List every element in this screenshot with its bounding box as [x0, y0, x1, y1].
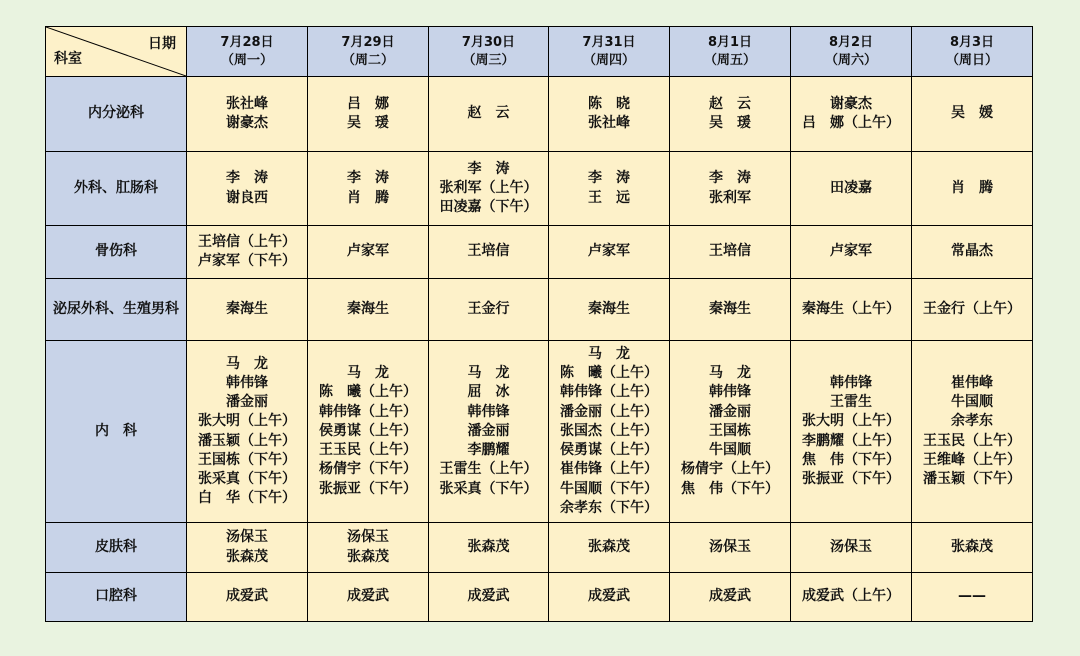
day-date: 8月2日 — [828, 34, 874, 50]
doctor-name: 王金行 — [467, 300, 510, 317]
day-weekday: （周一） — [220, 52, 273, 68]
doctor-name: 王玉民（上午） — [319, 442, 417, 459]
duty-cell — [791, 523, 912, 573]
doctor-name: 潘金丽（上午） — [560, 403, 658, 420]
day-date: 7月31日 — [582, 34, 636, 50]
doctor-name: 李鹏耀 — [467, 442, 510, 459]
doctor-name: 王维峰（上午） — [923, 451, 1021, 468]
duty-cell — [429, 152, 549, 226]
duty-cell — [549, 77, 670, 152]
duty-cell — [791, 152, 912, 226]
doctor-name: 牛国顺 — [709, 442, 751, 459]
doctor-name: 张森茂 — [951, 538, 993, 555]
doctor-name: 侯勇谋（上午） — [560, 442, 658, 459]
doctor-name: 马 龙 — [709, 365, 751, 382]
doctor-name: 潘金丽 — [467, 422, 510, 439]
duty-cell — [791, 77, 912, 152]
doctor-name: 杨倩宇（下午） — [319, 461, 417, 478]
doctor-name: 李 涛 — [226, 170, 268, 187]
day-date: 8月1日 — [707, 34, 753, 50]
dept-row — [46, 523, 1033, 573]
doctor-name: 吴 瑗 — [709, 115, 751, 131]
doctor-name: 田凌嘉（下午） — [439, 199, 538, 216]
doctor-name: 潘玉颖（上午） — [198, 432, 296, 449]
duty-cell — [791, 226, 912, 279]
doctor-name: 成爱武 — [588, 588, 630, 605]
doctor-name: 王培信（上午） — [198, 233, 296, 250]
doctor-name: 秦海生 — [347, 300, 389, 317]
doctor-name: 张利军 — [709, 189, 751, 206]
doctor-name: 张国杰（上午） — [560, 422, 658, 439]
duty-cell — [429, 523, 549, 573]
duty-cell — [187, 226, 308, 279]
doctor-name: 成爱武（上午） — [802, 588, 900, 605]
doctor-name: 张利军（上午） — [439, 179, 538, 196]
day-header-1 — [187, 27, 308, 77]
corner-date-label: 日期 — [148, 36, 176, 52]
doctor-name: 赵 云 — [467, 105, 510, 122]
corner-dept-label: 科室 — [54, 50, 82, 67]
doctor-name: 韩伟锋 — [830, 374, 872, 391]
doctor-name: 吴 瑗 — [347, 115, 389, 131]
doctor-name: 牛国顺（下午） — [560, 480, 658, 497]
doctor-name: 张森茂 — [467, 538, 510, 555]
duty-cell — [187, 279, 308, 341]
doctor-name: 秦海生（上午） — [802, 300, 900, 317]
day-date: 7月30日 — [461, 34, 516, 50]
doctor-name: 成爱武 — [226, 588, 268, 605]
dept-name-cell: 外科、肛肠科 — [46, 152, 187, 226]
day-header-4 — [549, 27, 670, 77]
day-date: 8月3日 — [949, 34, 995, 50]
doctor-name: 吕 娜（上午） — [802, 115, 900, 131]
doctor-name: 张大明（上午） — [198, 413, 296, 430]
doctor-name: 李 涛 — [467, 160, 510, 177]
doctor-name: 王雷生（上午） — [439, 461, 538, 478]
doctor-name: 卢家军 — [347, 243, 389, 260]
duty-cell — [670, 226, 791, 279]
duty-cell — [187, 523, 308, 573]
doctor-name: 焦 伟（下午） — [802, 451, 900, 468]
duty-cell — [429, 279, 549, 341]
duty-cell — [791, 341, 912, 523]
duty-schedule-table — [45, 26, 1033, 622]
dept-name-cell: 骨伤科 — [46, 226, 187, 279]
duty-cell — [187, 77, 308, 152]
day-header-6 — [791, 27, 912, 77]
dept-row — [46, 341, 1033, 523]
doctor-name: 成爱武 — [347, 588, 389, 605]
doctor-name: 韩伟锋（上午） — [560, 384, 658, 401]
duty-cell — [912, 226, 1033, 279]
day-weekday: （周日） — [945, 52, 998, 68]
doctor-name: 韩伟锋（上午） — [319, 403, 417, 420]
duty-cell — [791, 279, 912, 341]
duty-cell — [187, 341, 308, 523]
doctor-name: 张森茂 — [588, 538, 630, 555]
dept-row — [46, 226, 1033, 279]
doctor-name: 常晶杰 — [951, 243, 993, 260]
corner-header-cell — [46, 27, 187, 77]
doctor-name: 秦海生 — [588, 300, 630, 317]
doctor-name: 张采真（下午） — [439, 480, 538, 497]
day-weekday: （周四） — [582, 52, 635, 68]
doctor-name: 张森茂 — [347, 548, 389, 565]
duty-cell — [308, 573, 429, 622]
doctor-name: 王培信 — [467, 243, 510, 260]
doctor-name: 卢家军 — [830, 243, 872, 260]
dept-row — [46, 573, 1033, 622]
doctor-name: 余孝东（下午） — [560, 499, 658, 516]
doctor-name: 成爱武 — [467, 588, 510, 605]
schedule-sheet — [45, 26, 1033, 622]
duty-cell — [308, 523, 429, 573]
duty-cell — [549, 573, 670, 622]
doctor-name: 屈 冰 — [467, 384, 510, 401]
day-weekday: （周三） — [462, 52, 515, 68]
doctor-name: 汤保玉 — [347, 529, 389, 546]
doctor-name: 王国栋（下午） — [198, 451, 296, 468]
doctor-name: 田凌嘉 — [830, 179, 872, 196]
doctor-name: 崔伟锋（上午） — [560, 461, 658, 478]
duty-cell — [549, 523, 670, 573]
duty-cell — [308, 77, 429, 152]
doctor-name: 张社峰 — [226, 95, 268, 112]
duty-cell — [308, 226, 429, 279]
day-weekday: （周二） — [341, 52, 394, 68]
doctor-name: 谢豪杰 — [830, 95, 872, 112]
doctor-name: 陈 曦（上午） — [319, 384, 417, 401]
duty-cell — [670, 341, 791, 523]
doctor-name: 王玉民（上午） — [923, 432, 1021, 449]
doctor-name: 汤保玉 — [830, 538, 872, 555]
doctor-name: 马 龙 — [467, 365, 510, 382]
doctor-name: 白 华（下午） — [198, 490, 296, 507]
duty-cell — [308, 279, 429, 341]
duty-cell — [912, 341, 1033, 523]
header-row — [46, 27, 1033, 77]
duty-cell — [912, 523, 1033, 573]
doctor-name: 马 龙 — [588, 346, 630, 363]
duty-cell — [670, 279, 791, 341]
doctor-name: 谢豪杰 — [226, 115, 268, 131]
doctor-name: 李 涛 — [709, 170, 751, 187]
duty-cell — [912, 77, 1033, 152]
day-header-3 — [429, 27, 549, 77]
doctor-name: 陈 晓 — [588, 95, 630, 112]
doctor-name: 王雷生 — [830, 394, 872, 411]
duty-cell — [670, 77, 791, 152]
duty-cell — [791, 573, 912, 622]
duty-cell — [912, 573, 1033, 622]
doctor-name: 王金行（上午） — [923, 300, 1021, 317]
duty-cell — [549, 341, 670, 523]
doctor-name: 肖 腾 — [347, 189, 389, 206]
day-date: 7月28日 — [220, 34, 274, 50]
duty-cell — [429, 341, 549, 523]
doctor-name: 吕 娜 — [347, 95, 389, 112]
doctor-name: 张采真（下午） — [198, 470, 296, 487]
doctor-name: 潘金丽 — [709, 403, 751, 420]
duty-cell — [429, 77, 549, 152]
duty-cell — [912, 279, 1033, 341]
doctor-name: 陈 曦（上午） — [560, 365, 658, 382]
doctor-name: 卢家军 — [588, 243, 630, 260]
duty-cell — [308, 152, 429, 226]
duty-cell — [670, 523, 791, 573]
dept-name-cell: 口腔科 — [46, 573, 187, 622]
doctor-name: 谢良西 — [226, 189, 268, 206]
doctor-name: 卢家军（下午） — [198, 253, 296, 269]
doctor-name: 张社峰 — [588, 115, 630, 131]
doctor-name: 张振亚（下午） — [319, 480, 417, 497]
doctor-name: 崔伟峰 — [951, 374, 993, 391]
dept-row — [46, 77, 1033, 152]
dept-row — [46, 279, 1033, 341]
doctor-name: 王国栋 — [709, 422, 751, 439]
duty-cell — [308, 341, 429, 523]
doctor-name: 李鹏耀（上午） — [802, 432, 900, 449]
dept-name-cell: 泌尿外科、生殖男科 — [46, 279, 187, 341]
duty-cell — [187, 573, 308, 622]
doctor-name: 韩伟锋 — [709, 384, 751, 401]
dept-name-cell: 内 科 — [46, 341, 187, 523]
doctor-name: 马 龙 — [347, 365, 389, 382]
dept-name-cell: 皮肤科 — [46, 523, 187, 573]
duty-cell — [429, 573, 549, 622]
day-weekday: （周五） — [703, 52, 756, 68]
day-header-5 — [670, 27, 791, 77]
doctor-name: 张大明（上午） — [802, 413, 900, 430]
doctor-name: —— — [958, 588, 986, 605]
day-weekday: （周六） — [824, 52, 877, 68]
doctor-name: 汤保玉 — [709, 538, 751, 555]
duty-cell — [670, 152, 791, 226]
doctor-name: 秦海生 — [709, 300, 751, 317]
doctor-name: 王培信 — [709, 243, 751, 260]
duty-cell — [549, 279, 670, 341]
doctor-name: 牛国顺 — [951, 394, 993, 411]
doctor-name: 秦海生 — [226, 300, 268, 317]
doctor-name: 潘金丽 — [226, 394, 268, 411]
doctor-name: 李 涛 — [588, 170, 630, 187]
duty-cell — [670, 573, 791, 622]
day-header-7 — [912, 27, 1033, 77]
doctor-name: 杨倩宇（上午） — [681, 461, 779, 478]
doctor-name: 汤保玉 — [226, 529, 268, 546]
doctor-name: 马 龙 — [226, 355, 268, 372]
duty-cell — [912, 152, 1033, 226]
day-header-2 — [308, 27, 429, 77]
doctor-name: 韩伟锋 — [226, 374, 268, 391]
doctor-name: 赵 云 — [709, 95, 751, 112]
doctor-name: 张振亚（下午） — [802, 470, 900, 487]
duty-cell — [187, 152, 308, 226]
duty-cell — [429, 226, 549, 279]
doctor-name: 吴 媛 — [951, 105, 993, 122]
doctor-name: 潘玉颖（下午） — [923, 470, 1021, 487]
doctor-name: 王 远 — [588, 189, 630, 206]
doctor-name: 李 涛 — [347, 170, 389, 187]
doctor-name: 肖 腾 — [951, 179, 993, 196]
dept-row — [46, 152, 1033, 226]
duty-cell — [549, 152, 670, 226]
day-date: 7月29日 — [341, 34, 395, 50]
doctor-name: 成爱武 — [709, 588, 751, 605]
doctor-name: 韩伟锋 — [467, 403, 510, 420]
doctor-name: 余孝东 — [951, 413, 993, 430]
doctor-name: 张森茂 — [226, 548, 268, 565]
dept-name-cell: 内分泌科 — [46, 77, 187, 152]
duty-cell — [549, 226, 670, 279]
doctor-name: 侯勇谋（上午） — [319, 422, 417, 439]
doctor-name: 焦 伟（下午） — [681, 480, 779, 497]
